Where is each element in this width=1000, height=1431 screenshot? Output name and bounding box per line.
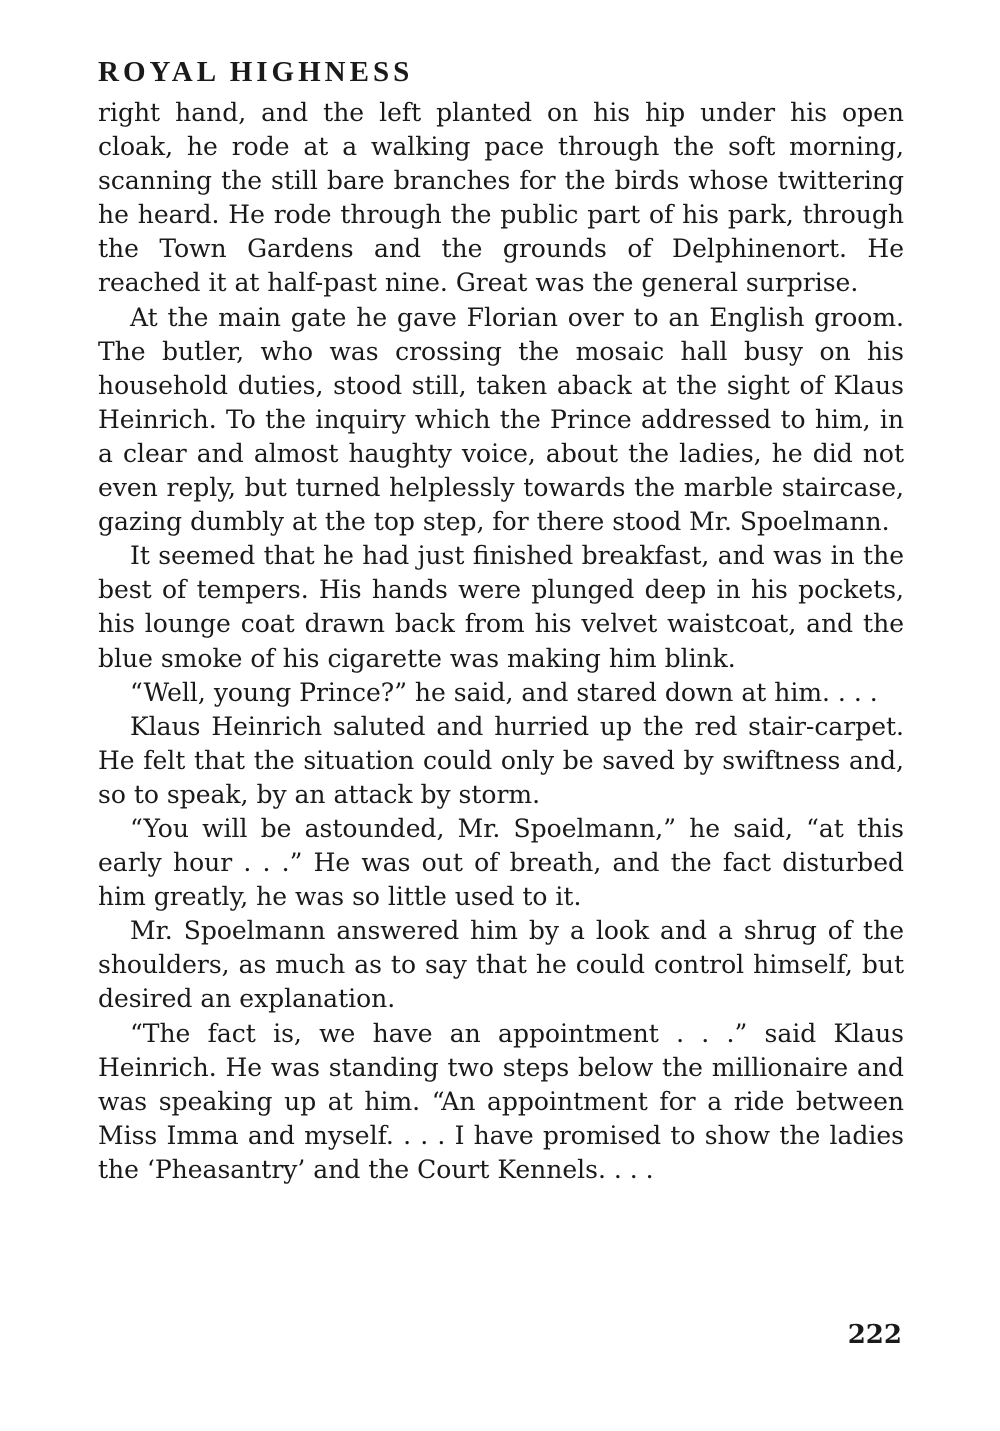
book-page — [98, 52, 904, 1187]
paragraph: At the main gate he gave Florian over to an English groom. The butler, who was crossing the mosaic hall busy on his household duties, stood still, taken aback at the sight of Klaus Heinrich. To the inquiry which the Prince addressed to him, in a clear and almost haughty voice, about the ladies, he did not even reply, but turned helplessly towards the marble staircase, gazing dumbly at the top step, for there stood Mr. Spoelmann. — [98, 302, 904, 537]
paragraph: Mr. Spoelmann answered him by a look and a shrug of the shoulders, as much as to say that he could control himself, but desired an explanation. — [98, 916, 904, 1014]
paragraph: “The fact is, we have an appointment . . .” said Klaus Heinrich. He was standing two steps below the millionaire and was speaking up at him. “An appointment for a ride between Miss Imma and myself. . . . I have promised to show the ladies the ‘Pheasantry’ and the Court Kennels. . . . — [98, 1018, 904, 1184]
paragraph: “Well, young Prince?” he said, and stared down at him. . . . — [130, 677, 878, 707]
paragraph: “You will be astounded, Mr. Spoelmann,” he said, “at this early hour . . .” He was out of breath, and the fact disturbed him greatly, he was so little used to it. — [98, 813, 904, 912]
page-number: 222 — [847, 1320, 902, 1350]
paragraph: right hand, and the left planted on his hip under his open cloak, he rode at a walking pace through the soft morning, scanning the still bare branches for the birds whose twittering he heard. He rode through the public part of his park, through the Town Gardens and the grounds of Delphinenort. He reached it at half-past nine. Great was the general surprise. — [98, 98, 904, 298]
paragraph: It seemed that he had just finished breakfast, and was in the best of tempers. His hands were plunged deep in his pockets, his lounge coat drawn back from his velvet waistcoat, and the blue smoke of his cigarette was making him blink. — [98, 541, 904, 673]
running-head: ROYAL HIGHNESS — [98, 56, 414, 88]
paragraph: Klaus Heinrich saluted and hurried up the red stair-carpet. He felt that the situation could only be saved by swiftness and, so to speak, by an attack by storm. — [98, 711, 904, 809]
body-text — [98, 96, 904, 1187]
